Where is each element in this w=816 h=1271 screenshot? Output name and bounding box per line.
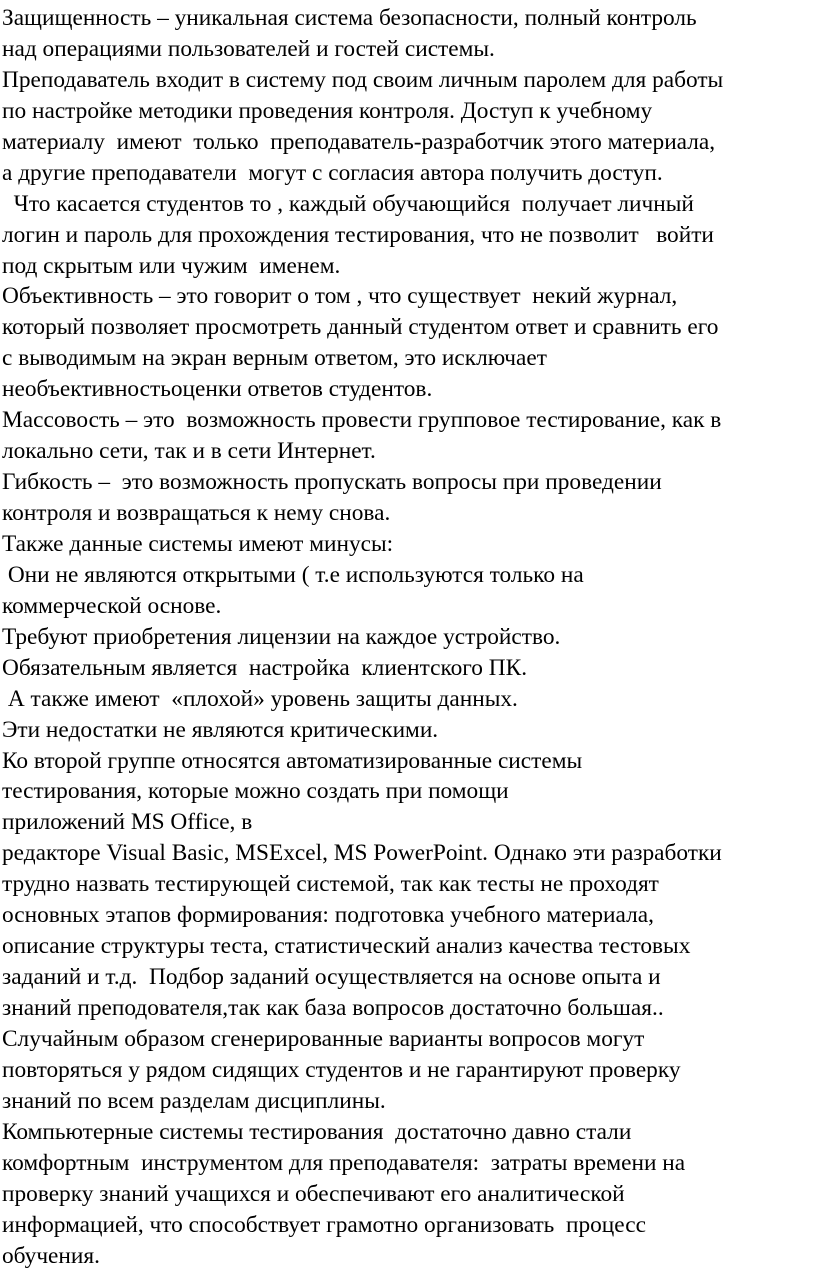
text-line: тестирования, которые можно создать при помощи	[2, 776, 814, 807]
text-line: Требуют приобретения лицензии на каждое устройство.	[2, 622, 814, 653]
text-line: основных этапов формирования: подготовка учебного материала,	[2, 900, 814, 931]
text-line: знаний преподователя,так как база вопросов достаточно большая..	[2, 993, 814, 1024]
text-line: коммерческой основе.	[2, 591, 814, 622]
text-line: Эти недостатки не являются критическими.	[2, 715, 814, 746]
text-line: А также имеют «плохой» уровень защиты данных.	[2, 684, 814, 715]
text-line: описание структуры теста, статистический анализ качества тестовых	[2, 931, 814, 962]
text-line: локально сети, так и в сети Интернет.	[2, 436, 814, 467]
text-line: с выводимым на экран верным ответом, это исключает	[2, 343, 814, 374]
text-line: а другие преподаватели могут с согласия автора получить доступ.	[2, 158, 814, 189]
text-line: Ко второй группе относятся автоматизированные системы	[2, 746, 814, 777]
text-line: необъективностьоценки ответов студентов.	[2, 374, 814, 405]
text-line: приложений MS Office, в	[2, 807, 814, 838]
text-line: Объективность – это говорит о том , что существует некий журнал,	[2, 281, 814, 312]
text-line: Также данные системы имеют минусы:	[2, 529, 814, 560]
text-line: Они не являются открытыми ( т.е используются только на	[2, 560, 814, 591]
text-line: Компьютерные системы тестирования достаточно давно стали	[2, 1117, 814, 1148]
text-line: заданий и т.д. Подбор заданий осуществляется на основе опыта и	[2, 962, 814, 993]
text-line: логин и пароль для прохождения тестирования, что не позволит войти	[2, 220, 814, 251]
text-line: над операциями пользователей и гостей системы.	[2, 34, 814, 65]
text-line: контроля и возвращаться к нему снова.	[2, 498, 814, 529]
text-line: Гибкость – это возможность пропускать вопросы при проведении	[2, 467, 814, 498]
text-line: проверку знаний учащихся и обеспечивают его аналитической	[2, 1179, 814, 1210]
text-line: Массовость – это возможность провести групповое тестирование, как в	[2, 405, 814, 436]
text-line: Преподаватель входит в систему под своим личным паролем для работы	[2, 65, 814, 96]
text-line: по настройке методики проведения контроля. Доступ к учебному	[2, 96, 814, 127]
text-line: Случайным образом сгенерированные варианты вопросов могут	[2, 1024, 814, 1055]
text-line: Обязательным является настройка клиентского ПК.	[2, 653, 814, 684]
text-line: комфортным инструментом для преподавателя: затраты времени на	[2, 1148, 814, 1179]
text-line: трудно назвать тестирующей системой, так как тесты не проходят	[2, 869, 814, 900]
text-line: который позволяет просмотреть данный студентом ответ и сравнить его	[2, 312, 814, 343]
text-line: Что касается студентов то , каждый обучающийся получает личный	[2, 189, 814, 220]
text-line: повторяться у рядом сидящих студентов и не гарантируют проверку	[2, 1055, 814, 1086]
text-line: редакторе Visual Basic, MSExcel, MS PowerPoint. Однако эти разработки	[2, 838, 814, 869]
text-line: знаний по всем разделам дисциплины.	[2, 1086, 814, 1117]
text-line: обучения.	[2, 1241, 814, 1271]
text-line: материалу имеют только преподаватель-разработчик этого материала,	[2, 127, 814, 158]
text-line: информацией, что способствует грамотно организовать процесс	[2, 1210, 814, 1241]
text-line: Защищенность – уникальная система безопасности, полный контроль	[2, 3, 814, 34]
text-line: под скрытым или чужим именем.	[2, 251, 814, 282]
